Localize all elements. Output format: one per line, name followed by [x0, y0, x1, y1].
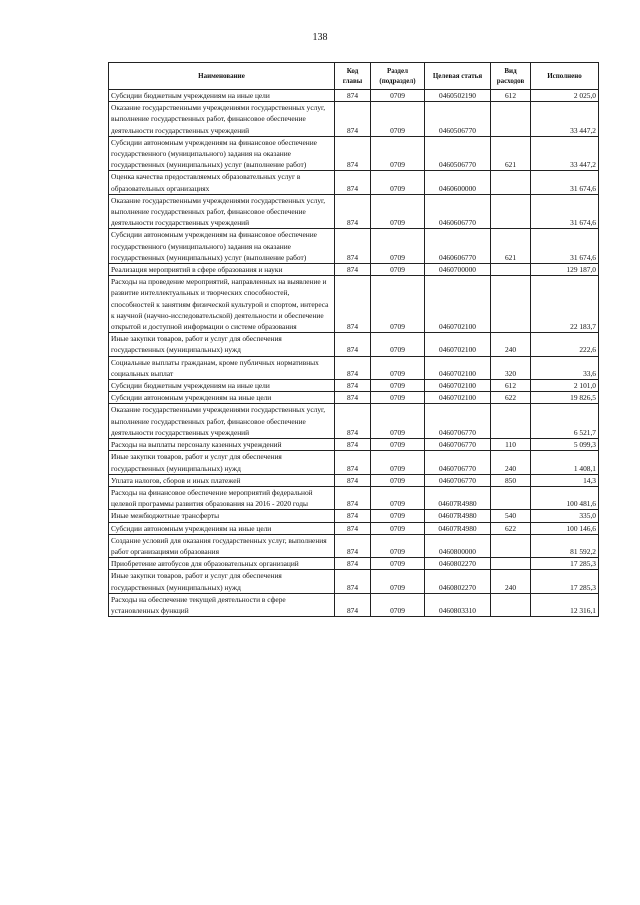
table-header-row	[109, 63, 599, 90]
table-row	[109, 380, 599, 392]
row-done: 2 025,0	[531, 90, 599, 102]
table-row	[109, 356, 599, 379]
row-done: 31 674,6	[531, 194, 599, 229]
row-section: 0709	[371, 380, 425, 392]
row-section: 0709	[371, 522, 425, 534]
row-target: 0460802270	[425, 570, 491, 593]
page-number: 138	[312, 32, 328, 43]
row-done: 14,3	[531, 474, 599, 486]
row-name: Создание условий для оказания государственных услуг, выполнения работ организациями образования	[109, 534, 335, 557]
row-type	[491, 171, 531, 194]
row-name: Социальные выплаты гражданам, кроме публичных нормативных социальных выплат	[109, 356, 335, 379]
row-target: 0460706770	[425, 404, 491, 439]
row-type: 240	[491, 333, 531, 356]
row-target: 0460600000	[425, 171, 491, 194]
table-row	[109, 229, 599, 264]
row-name: Субсидии бюджетным учреждениям на иные цели	[109, 380, 335, 392]
row-section: 0709	[371, 392, 425, 404]
row-done: 17 285,3	[531, 558, 599, 570]
row-type	[491, 194, 531, 229]
row-target: 0460706770	[425, 474, 491, 486]
row-name: Реализация мероприятий в сфере образования и науки	[109, 264, 335, 276]
row-section: 0709	[371, 171, 425, 194]
row-section: 0709	[371, 276, 425, 333]
row-target: 0460702100	[425, 380, 491, 392]
row-target: 0460502190	[425, 90, 491, 102]
row-type: 622	[491, 392, 531, 404]
row-section: 0709	[371, 439, 425, 451]
table-row	[109, 534, 599, 557]
row-type: 240	[491, 451, 531, 474]
table-row	[109, 276, 599, 333]
row-code: 874	[335, 522, 371, 534]
table-row	[109, 570, 599, 593]
row-type	[491, 534, 531, 557]
row-target: 0460606770	[425, 194, 491, 229]
row-done: 5 099,3	[531, 439, 599, 451]
header-name: Наименование	[109, 63, 335, 90]
table-row	[109, 486, 599, 509]
table-row	[109, 510, 599, 522]
row-code: 874	[335, 171, 371, 194]
row-name: Оказание государственными учреждениями государственных услуг, выполнение государственных работ, финансовое обеспечение деятельности государственных учреждений	[109, 194, 335, 229]
row-done: 129 187,0	[531, 264, 599, 276]
row-done: 6 521,7	[531, 404, 599, 439]
row-name: Иные закупки товаров, работ и услуг для обеспечения государственных (муниципальных) нужд	[109, 451, 335, 474]
row-type: 240	[491, 570, 531, 593]
row-target: 0460702100	[425, 356, 491, 379]
table-row	[109, 194, 599, 229]
row-type	[491, 276, 531, 333]
row-done: 31 674,6	[531, 171, 599, 194]
row-code: 874	[335, 510, 371, 522]
row-done: 12 316,1	[531, 593, 599, 616]
row-name: Расходы на проведение мероприятий, направленных на выявление и развитие интеллектуальных и творческих способностей, способностей к занятиям физической культурой и спортом, интереса к научной (научно-исследовательской) деятельности и обеспечение открытой и доступной информации о системе образования	[109, 276, 335, 333]
row-code: 874	[335, 404, 371, 439]
row-done: 33 447,2	[531, 136, 599, 171]
row-name: Расходы на выплаты персоналу казенных учреждений	[109, 439, 335, 451]
row-name: Расходы на обеспечение текущей деятельности в сфере установленных функций	[109, 593, 335, 616]
row-section: 0709	[371, 474, 425, 486]
row-type: 110	[491, 439, 531, 451]
row-section: 0709	[371, 558, 425, 570]
row-name: Оказание государственными учреждениями государственных услуг, выполнение государственных работ, финансовое обеспечение деятельности государственных учреждений	[109, 404, 335, 439]
row-code: 874	[335, 194, 371, 229]
row-type	[491, 102, 531, 137]
row-target: 0460702100	[425, 392, 491, 404]
table-row	[109, 392, 599, 404]
row-type: 850	[491, 474, 531, 486]
row-name: Субсидии автономным учреждениям на финансовое обеспечение государственного (муниципального) задания на оказание государственных (муниципальных) услуг (выполнение работ)	[109, 136, 335, 171]
row-type	[491, 593, 531, 616]
header-done: Исполнено	[531, 63, 599, 90]
row-name: Приобретение автобусов для образовательных организаций	[109, 558, 335, 570]
row-type: 612	[491, 90, 531, 102]
row-code: 874	[335, 356, 371, 379]
row-name: Расходы на финансовое обеспечение мероприятий федеральной целевой программы развития образования на 2016 - 2020 годы	[109, 486, 335, 509]
row-code: 874	[335, 380, 371, 392]
table-row	[109, 558, 599, 570]
row-code: 874	[335, 534, 371, 557]
row-target: 04607R4980	[425, 522, 491, 534]
row-section: 0709	[371, 570, 425, 593]
table-row	[109, 264, 599, 276]
row-code: 874	[335, 439, 371, 451]
row-name: Иные закупки товаров, работ и услуг для обеспечения государственных (муниципальных) нужд	[109, 333, 335, 356]
row-section: 0709	[371, 264, 425, 276]
row-target: 04607R4980	[425, 510, 491, 522]
table-row	[109, 90, 599, 102]
row-done: 81 592,2	[531, 534, 599, 557]
row-name: Оказание государственными учреждениями государственных услуг, выполнение государственных работ, финансовое обеспечение деятельности государственных учреждений	[109, 102, 335, 137]
row-type	[491, 264, 531, 276]
row-target: 04607R4980	[425, 486, 491, 509]
row-type	[491, 404, 531, 439]
row-section: 0709	[371, 102, 425, 137]
row-name: Субсидии автономным учреждениям на иные цели	[109, 392, 335, 404]
row-code: 874	[335, 276, 371, 333]
row-name: Субсидии автономным учреждениям на финансовое обеспечение государственного (муниципального) задания на оказание государственных (муниципальных) услуг (выполнение работ)	[109, 229, 335, 264]
row-section: 0709	[371, 333, 425, 356]
row-target: 0460700000	[425, 264, 491, 276]
table-row	[109, 451, 599, 474]
row-name: Субсидии автономным учреждениям на иные цели	[109, 522, 335, 534]
row-target: 0460606770	[425, 229, 491, 264]
row-code: 874	[335, 570, 371, 593]
table-row	[109, 439, 599, 451]
row-done: 33,6	[531, 356, 599, 379]
row-section: 0709	[371, 356, 425, 379]
header-section: Раздел (подраздел)	[371, 63, 425, 90]
row-code: 874	[335, 136, 371, 171]
row-code: 874	[335, 264, 371, 276]
row-section: 0709	[371, 593, 425, 616]
row-target: 0460506770	[425, 136, 491, 171]
row-code: 874	[335, 102, 371, 137]
row-section: 0709	[371, 451, 425, 474]
row-section: 0709	[371, 404, 425, 439]
row-section: 0709	[371, 510, 425, 522]
row-target: 0460706770	[425, 439, 491, 451]
table-row	[109, 404, 599, 439]
header-type: Вид расходов	[491, 63, 531, 90]
row-type: 612	[491, 380, 531, 392]
row-done: 17 285,3	[531, 570, 599, 593]
row-name: Иные закупки товаров, работ и услуг для обеспечения государственных (муниципальных) нужд	[109, 570, 335, 593]
row-target: 0460706770	[425, 451, 491, 474]
budget-table	[108, 62, 599, 617]
row-name: Иные межбюджетные трансферты	[109, 510, 335, 522]
row-section: 0709	[371, 534, 425, 557]
table-row	[109, 593, 599, 616]
row-done: 31 674,6	[531, 229, 599, 264]
row-section: 0709	[371, 90, 425, 102]
row-done: 22 183,7	[531, 276, 599, 333]
row-section: 0709	[371, 486, 425, 509]
row-section: 0709	[371, 229, 425, 264]
row-code: 874	[335, 392, 371, 404]
row-name: Оценка качества предоставляемых образовательных услуг в образовательных организациях	[109, 171, 335, 194]
row-code: 874	[335, 558, 371, 570]
row-done: 100 481,6	[531, 486, 599, 509]
row-target: 0460800000	[425, 534, 491, 557]
row-target: 0460702100	[425, 276, 491, 333]
row-done: 335,0	[531, 510, 599, 522]
table-row	[109, 102, 599, 137]
row-code: 874	[335, 593, 371, 616]
row-name: Уплата налогов, сборов и иных платежей	[109, 474, 335, 486]
row-type: 621	[491, 229, 531, 264]
header-code: Код главы	[335, 63, 371, 90]
row-type: 621	[491, 136, 531, 171]
row-target: 0460702100	[425, 333, 491, 356]
row-code: 874	[335, 486, 371, 509]
row-target: 0460506770	[425, 102, 491, 137]
table-row	[109, 333, 599, 356]
row-type	[491, 486, 531, 509]
row-done: 100 146,6	[531, 522, 599, 534]
row-type	[491, 558, 531, 570]
row-name: Субсидии бюджетным учреждениям на иные цели	[109, 90, 335, 102]
row-type: 622	[491, 522, 531, 534]
table-row	[109, 136, 599, 171]
row-done: 33 447,2	[531, 102, 599, 137]
row-code: 874	[335, 90, 371, 102]
row-code: 874	[335, 229, 371, 264]
row-target: 0460803310	[425, 593, 491, 616]
row-done: 1 408,1	[531, 451, 599, 474]
row-done: 19 826,5	[531, 392, 599, 404]
row-target: 0460802270	[425, 558, 491, 570]
table-row	[109, 171, 599, 194]
row-code: 874	[335, 333, 371, 356]
row-type: 320	[491, 356, 531, 379]
row-section: 0709	[371, 194, 425, 229]
row-code: 874	[335, 474, 371, 486]
row-type: 540	[491, 510, 531, 522]
header-target: Целевая статья	[425, 63, 491, 90]
row-done: 222,6	[531, 333, 599, 356]
table-row	[109, 474, 599, 486]
table-row	[109, 522, 599, 534]
row-code: 874	[335, 451, 371, 474]
row-section: 0709	[371, 136, 425, 171]
row-done: 2 101,0	[531, 380, 599, 392]
